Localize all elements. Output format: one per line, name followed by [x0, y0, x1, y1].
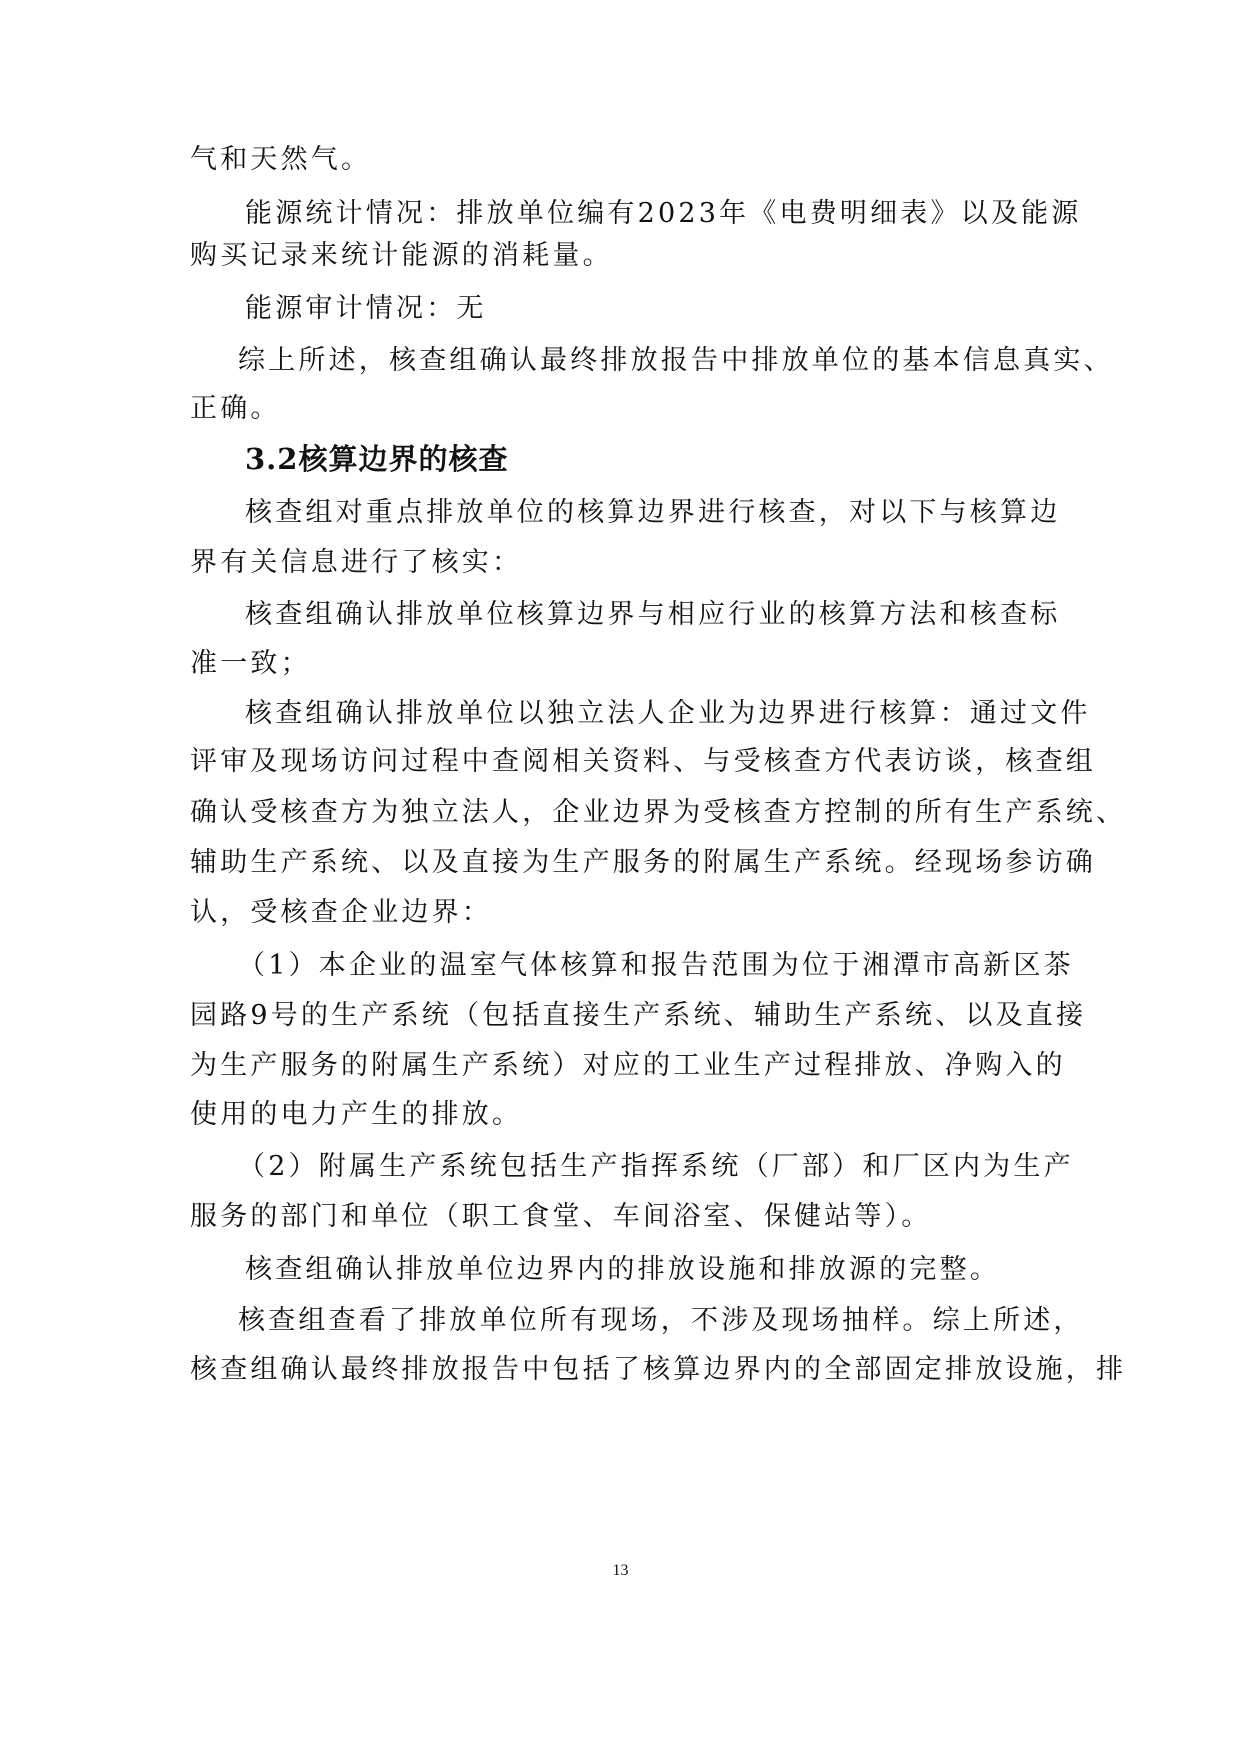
section-heading: 3.2核算边界的核查 [245, 442, 509, 476]
paragraph-line: 评审及现场访问过程中查阅相关资料、与受核查方代表访谈，核查组 [190, 746, 1096, 777]
paragraph-line: 核查组确认排放单位边界内的排放设施和排放源的完整。 [245, 1254, 1000, 1285]
paragraph-line: 气和天然气。 [190, 144, 372, 175]
paragraph-line: 使用的电力产生的排放。 [190, 1099, 523, 1130]
paragraph-line: 能源统计情况：排放单位编有2023年《电费明细表》以及能源 [245, 198, 1082, 229]
paragraph-line: 服务的部门和单位（职工食堂、车间浴室、保健站等）。 [190, 1201, 932, 1232]
paragraph-line: 核查组确认最终排放报告中包括了核算边界内的全部固定排放设施，排 [190, 1354, 1127, 1385]
paragraph-line: 为生产服务的附属生产系统）对应的工业生产过程排放、净购入的 [190, 1050, 1066, 1081]
paragraph-line: 辅助生产系统、以及直接为生产服务的附属生产系统。经现场参访确 [190, 847, 1096, 878]
paragraph-line: 能源审计情况：无 [245, 293, 487, 324]
paragraph-line: 核查组确认排放单位以独立法人企业为边界进行核算：通过文件 [245, 698, 1091, 729]
paragraph-line: （1）本企业的温室气体核算和报告范围为位于湘潭市高新区茶 [238, 950, 1074, 981]
paragraph-line: （2）附属生产系统包括生产指挥系统（厂部）和厂区内为生产 [238, 1151, 1074, 1182]
paragraph-line: 购买记录来统计能源的消耗量。 [190, 240, 613, 271]
paragraph-line: 正确。 [190, 393, 281, 424]
paragraph-line: 核查组确认排放单位核算边界与相应行业的核算方法和核查标 [245, 599, 1061, 630]
paragraph-line: 界有关信息进行了核实： [190, 547, 523, 578]
paragraph-line: 园路9号的生产系统（包括直接生产系统、辅助生产系统、以及直接 [190, 1000, 1087, 1031]
paragraph-line: 综上所述，核查组确认最终排放报告中排放单位的基本信息真实、 [238, 345, 1114, 376]
paragraph-line: 核查组对重点排放单位的核算边界进行核查，对以下与核算边 [245, 497, 1061, 528]
paragraph-line: 认，受核查企业边界： [190, 897, 492, 928]
paragraph-line: 核查组查看了排放单位所有现场，不涉及现场抽样。综上所述， [238, 1305, 1084, 1336]
paragraph-line: 确认受核查方为独立法人，企业边界为受核查方控制的所有生产系统、 [190, 797, 1127, 828]
paragraph-line: 准一致； [190, 648, 311, 679]
page-number: 13 [612, 1562, 629, 1579]
